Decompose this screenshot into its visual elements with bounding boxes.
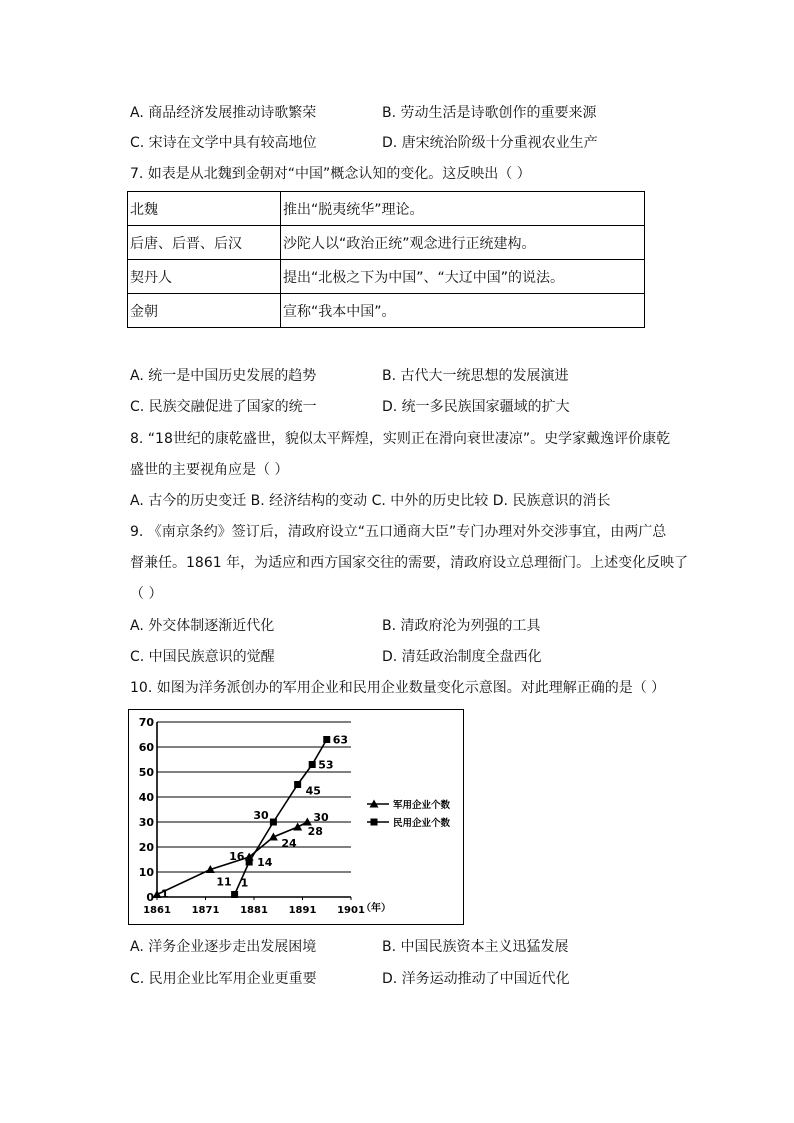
data-label: 14 <box>257 856 273 869</box>
data-label: 30 <box>313 811 329 824</box>
enterprise-chart-frame <box>128 709 464 925</box>
q9-stem-line3: （ ） <box>130 586 163 602</box>
data-label: 53 <box>318 758 334 772</box>
q6-option-c[interactable]: C. 宋诗在文学中具有较高地位 <box>130 135 317 151</box>
data-label: 24 <box>281 837 297 850</box>
civil-point <box>246 859 253 866</box>
military-point <box>293 823 302 831</box>
civil-point <box>294 781 301 788</box>
q7-option-c[interactable]: C. 民族交融促进了国家的统一 <box>130 399 317 415</box>
q6-option-b[interactable]: B. 劳动生活是诗歌创作的重要来源 <box>382 105 597 121</box>
table-cell-period: 北魏 <box>128 192 281 226</box>
q7-table <box>127 191 645 328</box>
data-label: 1 <box>240 876 249 890</box>
legend-marker-square <box>371 819 378 826</box>
table-cell-period: 契丹人 <box>128 260 281 294</box>
civil-point <box>309 761 316 768</box>
table-row <box>128 294 645 328</box>
table-row <box>128 260 645 294</box>
table-row <box>128 192 645 226</box>
q8-stem-line1: 8. “18世纪的康乾盛世，貌似太平辉煌，实则正在滑向衰世凄凉”。史学家戴逸评价康乾 <box>130 431 671 447</box>
x-tick-label: 1901 <box>337 905 365 916</box>
data-label: 28 <box>307 825 323 838</box>
y-tick-label: 60 <box>138 741 154 754</box>
q9-stem-line1: 9. 《南京条约》签订后，清政府设立“五口通商大臣”专门办理对外交涉事宜，由两广总 <box>130 524 667 540</box>
data-label: 1 <box>161 887 169 901</box>
q10-option-a[interactable]: A. 洋务企业逐步走出发展困境 <box>130 939 317 955</box>
q9-option-b[interactable]: B. 清政府沦为列强的工具 <box>382 618 541 634</box>
q7-option-b[interactable]: B. 古代大一统思想的发展演进 <box>382 368 569 384</box>
y-tick-label: 0 <box>146 891 154 904</box>
table-cell-content: 提出“北极之下为中国”、“大辽中国”的说法。 <box>281 260 645 294</box>
q10-option-d[interactable]: D. 洋务运动推动了中国近代化 <box>382 971 570 987</box>
table-cell-content: 推出“脱夷统华”理论。 <box>281 192 645 226</box>
table-cell-content: 沙陀人以“政治正统”观念进行正统建构。 <box>281 226 645 260</box>
q9-option-c[interactable]: C. 中国民族意识的觉醒 <box>130 649 275 665</box>
y-tick-label: 30 <box>138 816 154 829</box>
q7-stem: 7. 如表是从北魏到金朝对“中国”概念认知的变化。这反映出（ ） <box>130 166 531 182</box>
civil-point <box>231 891 238 898</box>
q9-option-d[interactable]: D. 清廷政治制度全盘西化 <box>382 649 542 665</box>
q8-options[interactable]: A. 古今的历史变迁 B. 经济结构的变动 C. 中外的历史比较 D. 民族意识的消长 <box>130 493 611 509</box>
y-tick-label: 40 <box>138 791 154 804</box>
y-tick-label: 70 <box>138 716 154 729</box>
civil-point <box>323 736 330 743</box>
legend-label: 军用企业个数 <box>393 800 451 811</box>
q9-stem-line2: 督兼任。1861 年，为适应和西方国家交往的需要，清政府设立总理衙门。上述变化反映了 <box>130 555 689 571</box>
x-tick-label: 1861 <box>143 905 171 916</box>
data-label: 11 <box>216 875 232 889</box>
y-tick-label: 50 <box>138 766 154 779</box>
data-label: 16 <box>229 850 245 863</box>
q7-option-a[interactable]: A. 统一是中国历史发展的趋势 <box>130 368 317 384</box>
x-tick-label: 1871 <box>191 905 220 916</box>
enterprise-count-chart <box>129 710 463 924</box>
legend-label: 民用企业个数 <box>393 818 451 829</box>
q6-option-a[interactable]: A. 商品经济发展推动诗歌繁荣 <box>130 105 317 121</box>
q9-option-a[interactable]: A. 外交体制逐渐近代化 <box>130 618 275 634</box>
x-axis-label: （年） <box>361 903 391 914</box>
table-cell-content: 宣称“我本中国”。 <box>281 294 645 328</box>
table-cell-period: 后唐、后晋、后汉 <box>128 226 281 260</box>
data-label: 45 <box>305 784 321 798</box>
q10-stem: 10. 如图为洋务派创办的军用企业和民用企业数量变化示意图。对此理解正确的是（ ） <box>130 680 666 696</box>
q10-option-c[interactable]: C. 民用企业比军用企业更重要 <box>130 971 317 987</box>
data-label: 30 <box>253 809 269 822</box>
y-tick-label: 20 <box>138 841 154 854</box>
civil-point <box>270 819 277 826</box>
q6-option-d[interactable]: D. 唐宋统治阶级十分重视农业生产 <box>382 135 598 151</box>
q10-option-b[interactable]: B. 中国民族资本主义迅猛发展 <box>382 939 569 955</box>
q7-option-d[interactable]: D. 统一多民族国家疆域的扩大 <box>382 399 570 415</box>
y-tick-label: 10 <box>138 866 154 879</box>
table-cell-period: 金朝 <box>128 294 281 328</box>
x-tick-label: 1891 <box>288 905 317 916</box>
x-tick-label: 1881 <box>240 905 268 916</box>
q8-stem-line2: 盛世的主要视角应是（ ） <box>130 462 289 478</box>
table-row <box>128 226 645 260</box>
data-label: 63 <box>332 733 349 747</box>
